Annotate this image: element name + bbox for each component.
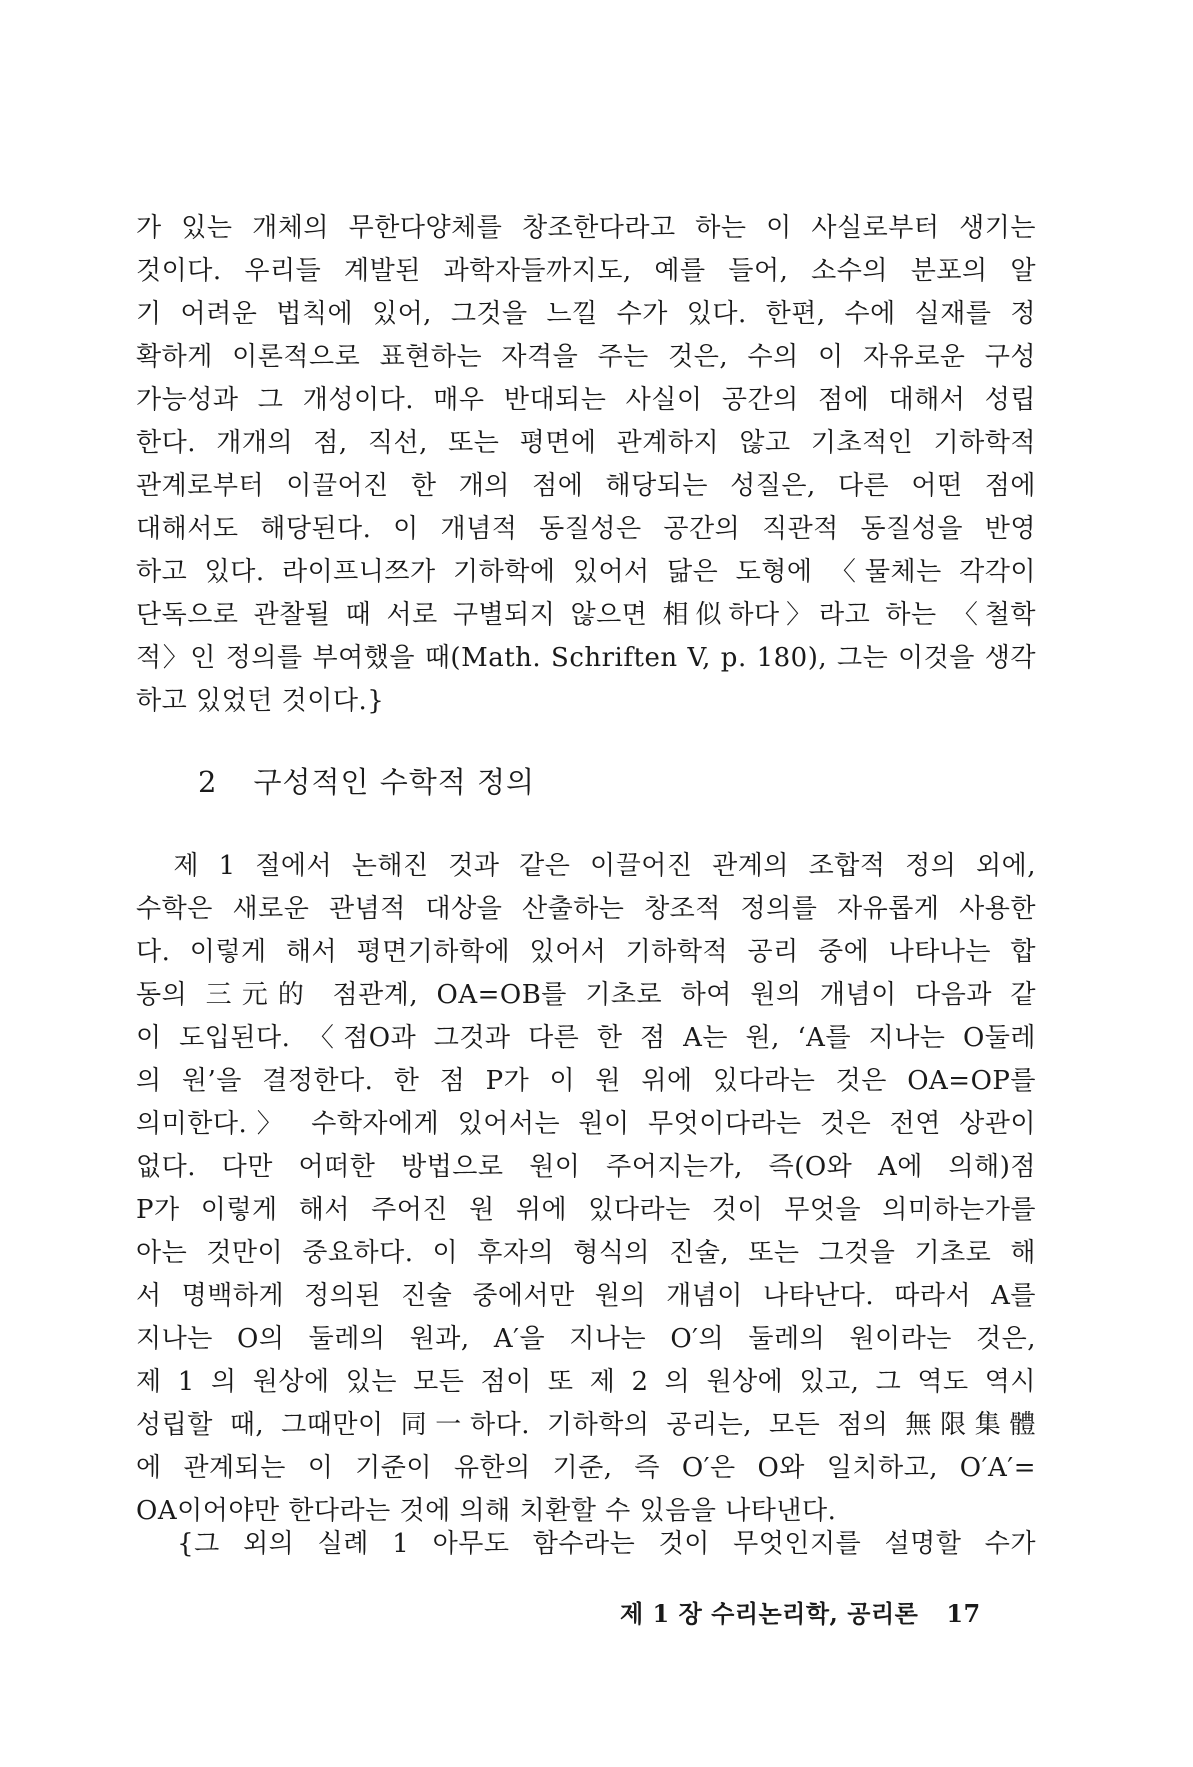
text-line: 수학은 새로운 관념적 대상을 산출하는 창조적 정의를 자유롭게 사용한 <box>136 894 1036 924</box>
text-line: 가 있는 개체의 무한다양체를 창조한다라고 하는 이 사실로부터 생기는 <box>136 213 1036 243</box>
text-line: 동의 三元的 점관계, OA=OB를 기초로 하여 원의 개념이 다음과 같 <box>136 980 1036 1010</box>
text-line: 없다. 다만 어떠한 방법으로 원이 주어지는가, 즉(O와 A에 의해)점 <box>136 1152 1036 1182</box>
text-line: 지나는 O의 둘레의 원과, A′을 지나는 O′의 둘레의 원이라는 것은, <box>136 1324 1036 1354</box>
text-line: 가능성과 그 개성이다. 매우 반대되는 사실이 공간의 점에 대해서 성립 <box>136 385 1036 415</box>
paragraph-bottom <box>136 845 1036 1533</box>
section-title: 구성적인 수학적 정의 <box>253 765 536 799</box>
text-line: 하고 있었던 것이다.} <box>136 686 385 716</box>
text-line: P가 이렇게 해서 주어진 원 위에 있다라는 것이 무엇을 의미하는가를 <box>136 1195 1036 1225</box>
text-line: 에 관계되는 이 기준이 유한의 기준, 즉 O′은 O와 일치하고, O′A′= <box>136 1453 1036 1483</box>
paragraph-end <box>136 1523 1036 1566</box>
section-number: 2 <box>198 765 218 799</box>
text-line: 것이다. 우리들 계발된 과학자들까지도, 예를 들어, 소수의 분포의 알 <box>136 256 1036 286</box>
text-line: 적〉인 정의를 부여했을 때(Math. Schriften V, p. 180), 그는 이것을 생각 <box>136 643 1036 673</box>
section-heading <box>198 760 535 801</box>
text-line: 하고 있다. 라이프니쯔가 기하학에 있어서 닮은 도형에 〈물체는 각각이 <box>136 557 1036 587</box>
text-line: 관계로부터 이끌어진 한 개의 점에 해당되는 성질은, 다른 어떤 점에 <box>136 471 1036 501</box>
text-line: OA이어야만 한다라는 것에 의해 치환할 수 있음을 나타낸다. <box>136 1496 837 1526</box>
text-line: 이 도입된다. 〈점O과 그것과 다른 한 점 A는 원, ‘A를 지나는 O둘레 <box>136 1023 1036 1053</box>
text-line: 제 1 절에서 논해진 것과 같은 이끌어진 관계의 조합적 정의 외에, <box>136 851 1036 881</box>
text-line: 의미한다.〉 수학자에게 있어서는 원이 무엇이다라는 것은 전연 상관이 <box>136 1109 1036 1139</box>
text-line: 성립할 때, 그때만이 同一하다. 기하학의 공리는, 모든 점의 無限集體 <box>136 1410 1036 1440</box>
text-line: 다. 이렇게 해서 평면기하학에 있어서 기하학적 공리 중에 나타나는 합 <box>136 937 1036 967</box>
text-line: 의 원’을 결정한다. 한 점 P가 이 원 위에 있다라는 것은 OA=OP를 <box>136 1066 1036 1096</box>
text-line: 단독으로 관찰될 때 서로 구별되지 않으면 相似하다〉라고 하는 〈철학 <box>136 600 1036 630</box>
text-line: 아는 것만이 중요하다. 이 후자의 형식의 진술, 또는 그것을 기초로 해 <box>136 1238 1036 1268</box>
chapter-title: 제 1 장 수리논리학, 공리론 <box>620 1599 919 1628</box>
running-footer <box>620 1594 981 1629</box>
page-number: 17 <box>946 1599 981 1628</box>
text-line: 기 어려운 법칙에 있어, 그것을 느낄 수가 있다. 한편, 수에 실재를 정 <box>136 299 1036 329</box>
text-line: 대해서도 해당된다. 이 개념적 동질성은 공간의 직관적 동질성을 반영 <box>136 514 1036 544</box>
paragraph-top <box>136 207 1036 723</box>
text-line: 확하게 이론적으로 표현하는 자격을 주는 것은, 수의 이 자유로운 구성 <box>136 342 1036 372</box>
text-line: {그 외의 실례 1 아무도 함수라는 것이 무엇인지를 설명할 수가 <box>136 1529 1036 1559</box>
text-line: 제 1 의 원상에 있는 모든 점이 또 제 2 의 원상에 있고, 그 역도 역시 <box>136 1367 1036 1397</box>
text-line: 서 명백하게 정의된 진술 중에서만 원의 개념이 나타난다. 따라서 A를 <box>136 1281 1036 1311</box>
text-line: 한다. 개개의 점, 직선, 또는 평면에 관계하지 않고 기초적인 기하학적 <box>136 428 1036 458</box>
